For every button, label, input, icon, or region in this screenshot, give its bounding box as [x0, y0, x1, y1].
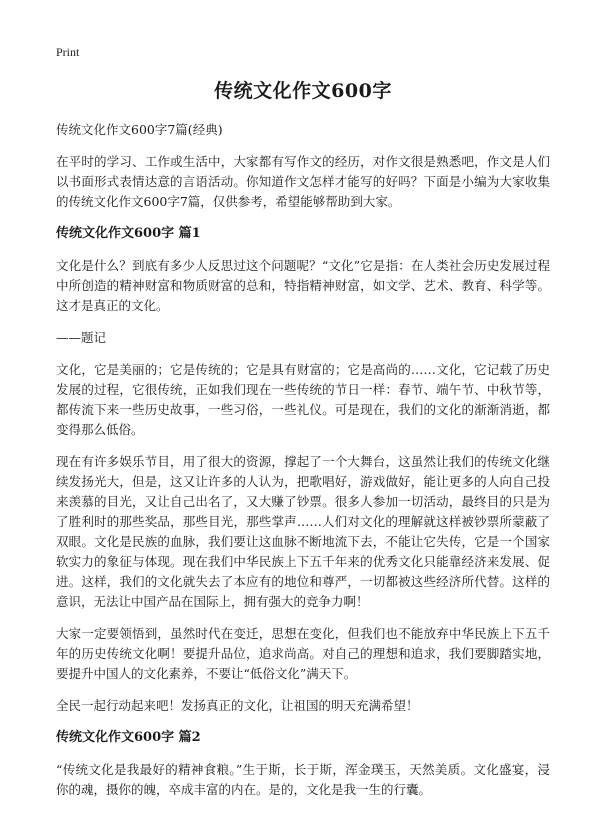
document-page — [56, 44, 550, 812]
section-1-paragraph-5: 全民一起行动起来吧！发扬真正的文化，让祖国的明天充满希望！ — [56, 698, 419, 713]
section-1-paragraph-3: 现在有许多娱乐节目，用了很大的资源，撑起了一个大舞台，这虽然让我们的传统文化继续发扬光大，但是，这又让许多的人认为，把歌唱好，游戏做好，能让更多的人向自己投来羡慕的目光，又让自己出名了，又大赚了钞票。很多人参加一切活动，最终目的只是为了胜利时的那些奖品，那些目光，那些掌声……人们对文化的理解就这样被钞票所蒙蔽了双眼。文化是民族的血脉，我们要让这血脉不断地流下去，不能让它失传，它是一个国家软实力的象征与体现。现在我们中华民族上下五千年来的优秀文化只能靠经济来发展、促进。这样，我们的文化就失去了本应有的地位和尊严，一切都被这些经济所代替。这样的意识，无法让中国产品在国际上，拥有强大的竞争力啊！ — [56, 454, 550, 609]
document-subtitle: 传统文化作文600字7篇(经典) — [56, 122, 223, 137]
print-link[interactable]: Print — [56, 45, 80, 59]
intro-paragraph: 在平时的学习、工作或生活中，大家都有写作文的经历，对作文很是熟悉吧，作文是人们以书面形式表情达意的言语活动。你知道作文怎样才能写的好吗？下面是小编为大家收集的传统文化作文600字7篇，仅供参考，希望能够帮助到大家。 — [56, 154, 550, 209]
page-title: 传统文化作文600字 — [214, 80, 392, 102]
section-heading-2: 传统文化作文600字 篇2 — [56, 730, 201, 745]
section-1-paragraph-4: 大家一定要领悟到，虽然时代在变迁，思想在变化，但我们也不能放弃中华民族上下五千年的历史传统文化啊！要提升品位，追求尚高。对自己的理想和追求，我们要脚踏实地，要提升中国人的文化素养，不要让“低俗文化”满天下。 — [56, 626, 550, 681]
section-1-paragraph-1: 文化是什么？到底有多少人反思过这个问题呢？“文化”它是指：在人类社会历史发展过程中所创造的精神财富和物质财富的总和，特指精神财富，如文学、艺术、教育、科学等。这才是真正的文化。 — [56, 258, 550, 313]
section-2-paragraph-1: “传统文化是我最好的精神食粮。”生于斯，长于斯，浑金璞玉，天然美质。文化盛宴，浸你的魂，摄你的魄，卒成丰富的内在。是的，文化是我一生的行囊。 — [56, 762, 550, 797]
section-1-paragraph-2: 文化，它是美丽的；它是传统的；它是具有财富的；它是高尚的……文化，它记载了历史发展的过程，它很传统，正如我们现在一些传统的节日一样：春节、端午节、中秋节等，都传流下来一些历史故事，一些习俗，一些礼仪。可是现在，我们的文化的渐渐消逝，都变得那么低俗。 — [56, 362, 550, 437]
section-heading-1: 传统文化作文600字 篇1 — [56, 226, 201, 241]
section-1-epigraph-note: ——题记 — [56, 330, 107, 345]
